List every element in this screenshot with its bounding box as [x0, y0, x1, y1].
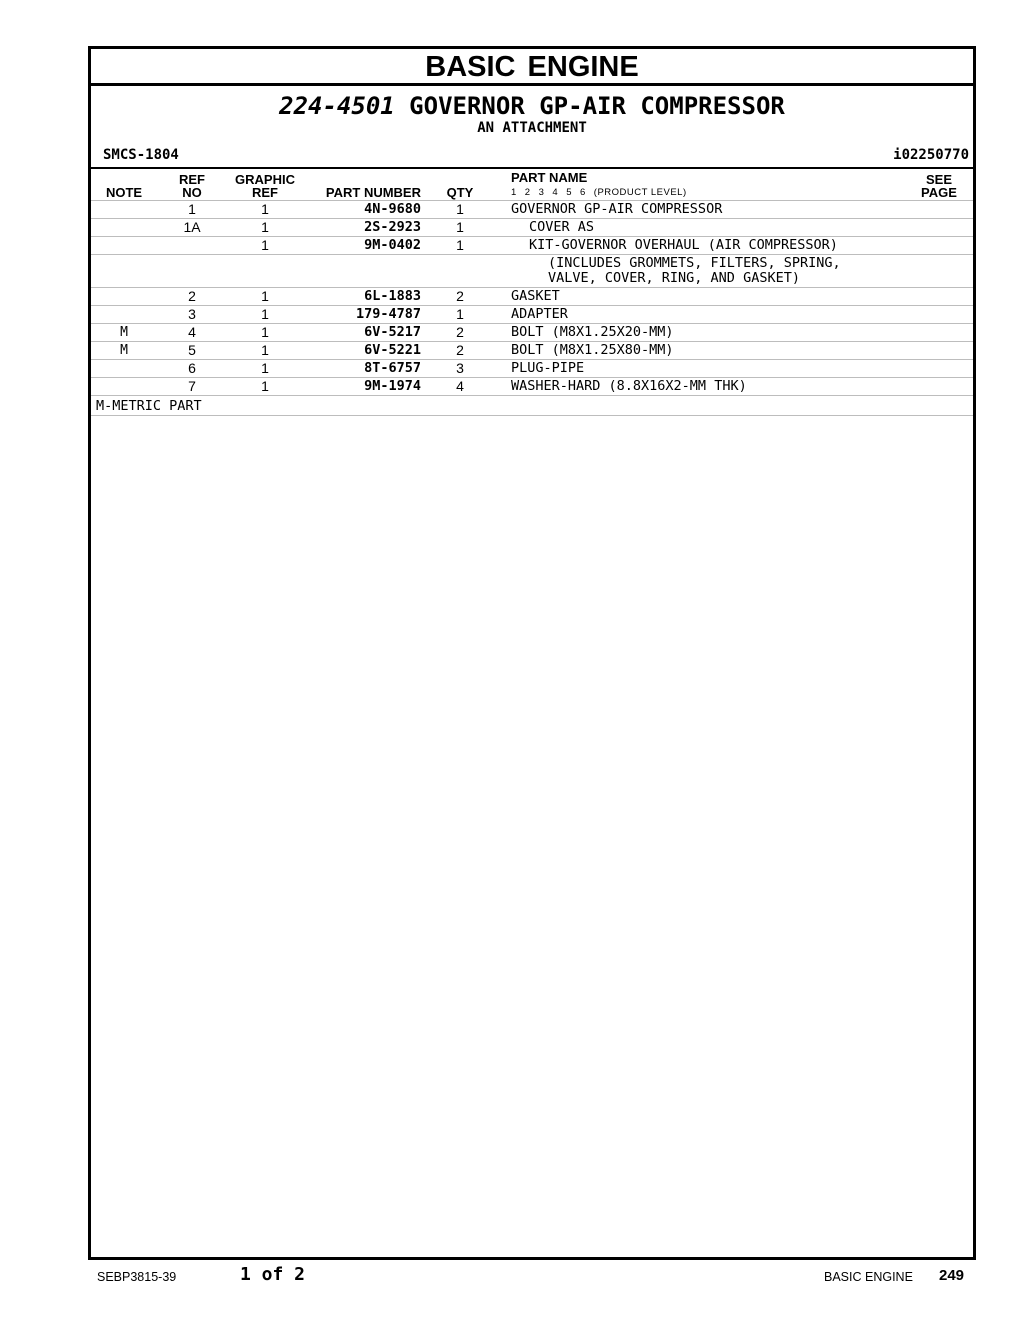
row-qty: 3 — [456, 360, 464, 376]
header-graphic-ref: GRAPHIC REF — [235, 172, 295, 200]
table-row — [91, 306, 973, 324]
row-part-name: PLUG-PIPE — [511, 360, 585, 376]
page-number: 249 — [939, 1267, 965, 1284]
row-part-name: BOLT (M8X1.25X80-MM) — [511, 342, 674, 358]
row-qty: 2 — [456, 324, 464, 340]
table-row — [91, 378, 973, 396]
row-ref-no: 1 — [188, 201, 196, 217]
row-part-number: 8T-6757 — [364, 360, 421, 376]
row-qty: 1 — [456, 219, 464, 235]
row-qty: 1 — [456, 237, 464, 253]
row-ref-no — [157, 255, 227, 288]
row-see-page — [905, 342, 973, 360]
row-graphic-ref: 1 — [261, 237, 269, 253]
row-qty: 1 — [456, 201, 464, 217]
row-graphic-ref — [227, 255, 303, 288]
row-part-name: GOVERNOR GP-AIR COMPRESSOR — [511, 201, 723, 217]
footnote: M-METRIC PART — [91, 396, 973, 416]
row-ref-no: 5 — [188, 342, 196, 358]
table-row — [91, 219, 973, 237]
row-ref-no: 4 — [188, 324, 196, 340]
page-footer — [0, 1264, 1020, 1288]
section-banner: BASIC ENGINE — [91, 49, 973, 86]
table-row — [91, 324, 973, 342]
row-graphic-ref: 1 — [261, 219, 269, 235]
table-row — [91, 342, 973, 360]
row-part-name: ADAPTER — [511, 306, 568, 322]
row-ref-no: 7 — [188, 378, 196, 394]
parts-table-body — [91, 201, 973, 396]
row-see-page — [905, 288, 973, 306]
table-row — [91, 237, 973, 255]
row-part-name: WASHER-HARD (8.8X16X2-MM THK) — [511, 378, 747, 394]
row-ref-no: 1A — [183, 219, 201, 235]
row-part-name: GASKET — [511, 288, 560, 304]
row-graphic-ref: 1 — [261, 360, 269, 376]
row-part-name: COVER AS — [529, 219, 595, 235]
product-levels: 1 2 3 4 5 6 (PRODUCT LEVEL) — [511, 187, 687, 198]
illustration-id: i02250770 — [893, 147, 969, 163]
row-ref-no: 2 — [188, 288, 196, 304]
group-title: GOVERNOR GP-AIR COMPRESSOR — [409, 92, 785, 120]
row-graphic-ref: 1 — [261, 306, 269, 322]
row-part-name: KIT-GOVERNOR OVERHAUL (AIR COMPRESSOR) — [529, 237, 838, 253]
header-see-page: SEE PAGE — [921, 172, 957, 200]
row-see-page — [905, 255, 973, 288]
row-qty: 2 — [456, 342, 464, 358]
row-graphic-ref: 1 — [261, 324, 269, 340]
row-graphic-ref: 1 — [261, 288, 269, 304]
row-see-page — [905, 378, 973, 396]
row-see-page — [905, 219, 973, 237]
group-part-number: 224-4501 — [279, 92, 395, 120]
row-see-page — [905, 360, 973, 378]
table-header — [91, 169, 973, 201]
row-qty: 1 — [456, 306, 464, 322]
row-see-page — [905, 324, 973, 342]
row-ref-no — [157, 237, 227, 255]
header-ref-no: REF NO — [179, 172, 205, 200]
doc-id: SEBP3815-39 — [97, 1270, 177, 1284]
row-part-number: 9M-1974 — [364, 378, 421, 394]
row-ref-no: 3 — [188, 306, 196, 322]
row-qty: 2 — [456, 288, 464, 304]
row-part-number: 2S-2923 — [364, 219, 421, 235]
row-note: M — [120, 343, 128, 358]
header-part-number: PART NUMBER — [325, 185, 421, 200]
row-see-page — [905, 306, 973, 324]
page-subtitle: AN ATTACHMENT — [477, 120, 587, 136]
row-note — [91, 255, 157, 288]
row-graphic-ref: 1 — [261, 342, 269, 358]
row-note: M — [120, 325, 128, 340]
smcs-code: SMCS-1804 — [103, 147, 179, 163]
header-note: NOTE — [105, 185, 143, 200]
row-ref-no: 6 — [188, 360, 196, 376]
row-part-number — [303, 255, 421, 288]
row-qty — [421, 255, 499, 288]
row-note — [91, 360, 157, 378]
row-see-page — [905, 201, 973, 219]
row-note — [91, 201, 157, 219]
row-part-name: BOLT (M8X1.25X20-MM) — [511, 324, 674, 340]
row-qty: 4 — [456, 378, 464, 394]
table-row — [91, 288, 973, 306]
smcs-row — [91, 145, 973, 169]
header-part-name: PART NAME 1 2 3 4 5 6 (PRODUCT LEVEL) — [499, 169, 905, 201]
row-note — [91, 378, 157, 396]
row-note — [91, 219, 157, 237]
row-see-page — [905, 237, 973, 255]
page-title — [91, 92, 973, 120]
table-row — [91, 201, 973, 219]
page-frame — [88, 46, 976, 1260]
row-graphic-ref: 1 — [261, 201, 269, 217]
row-note — [91, 288, 157, 306]
row-part-number: 4N-9680 — [364, 201, 421, 217]
row-part-number: 6V-5221 — [364, 342, 421, 358]
header-qty: QTY — [446, 185, 474, 200]
row-part-number: 179-4787 — [355, 306, 421, 322]
row-part-number: 6L-1883 — [364, 288, 421, 304]
row-graphic-ref: 1 — [261, 378, 269, 394]
table-row — [91, 360, 973, 378]
row-part-number: 9M-0402 — [364, 237, 421, 253]
page-count: 1 of 2 — [240, 1264, 306, 1285]
parts-table — [91, 169, 973, 396]
row-part-name: (INCLUDES GROMMETS, FILTERS, SPRING, VALVE, COVER, RING, AND GASKET) — [548, 255, 841, 286]
row-note — [91, 237, 157, 255]
row-note — [91, 306, 157, 324]
row-part-number: 6V-5217 — [364, 324, 421, 340]
footer-section: BASIC ENGINE — [824, 1270, 913, 1284]
table-row — [91, 255, 973, 288]
